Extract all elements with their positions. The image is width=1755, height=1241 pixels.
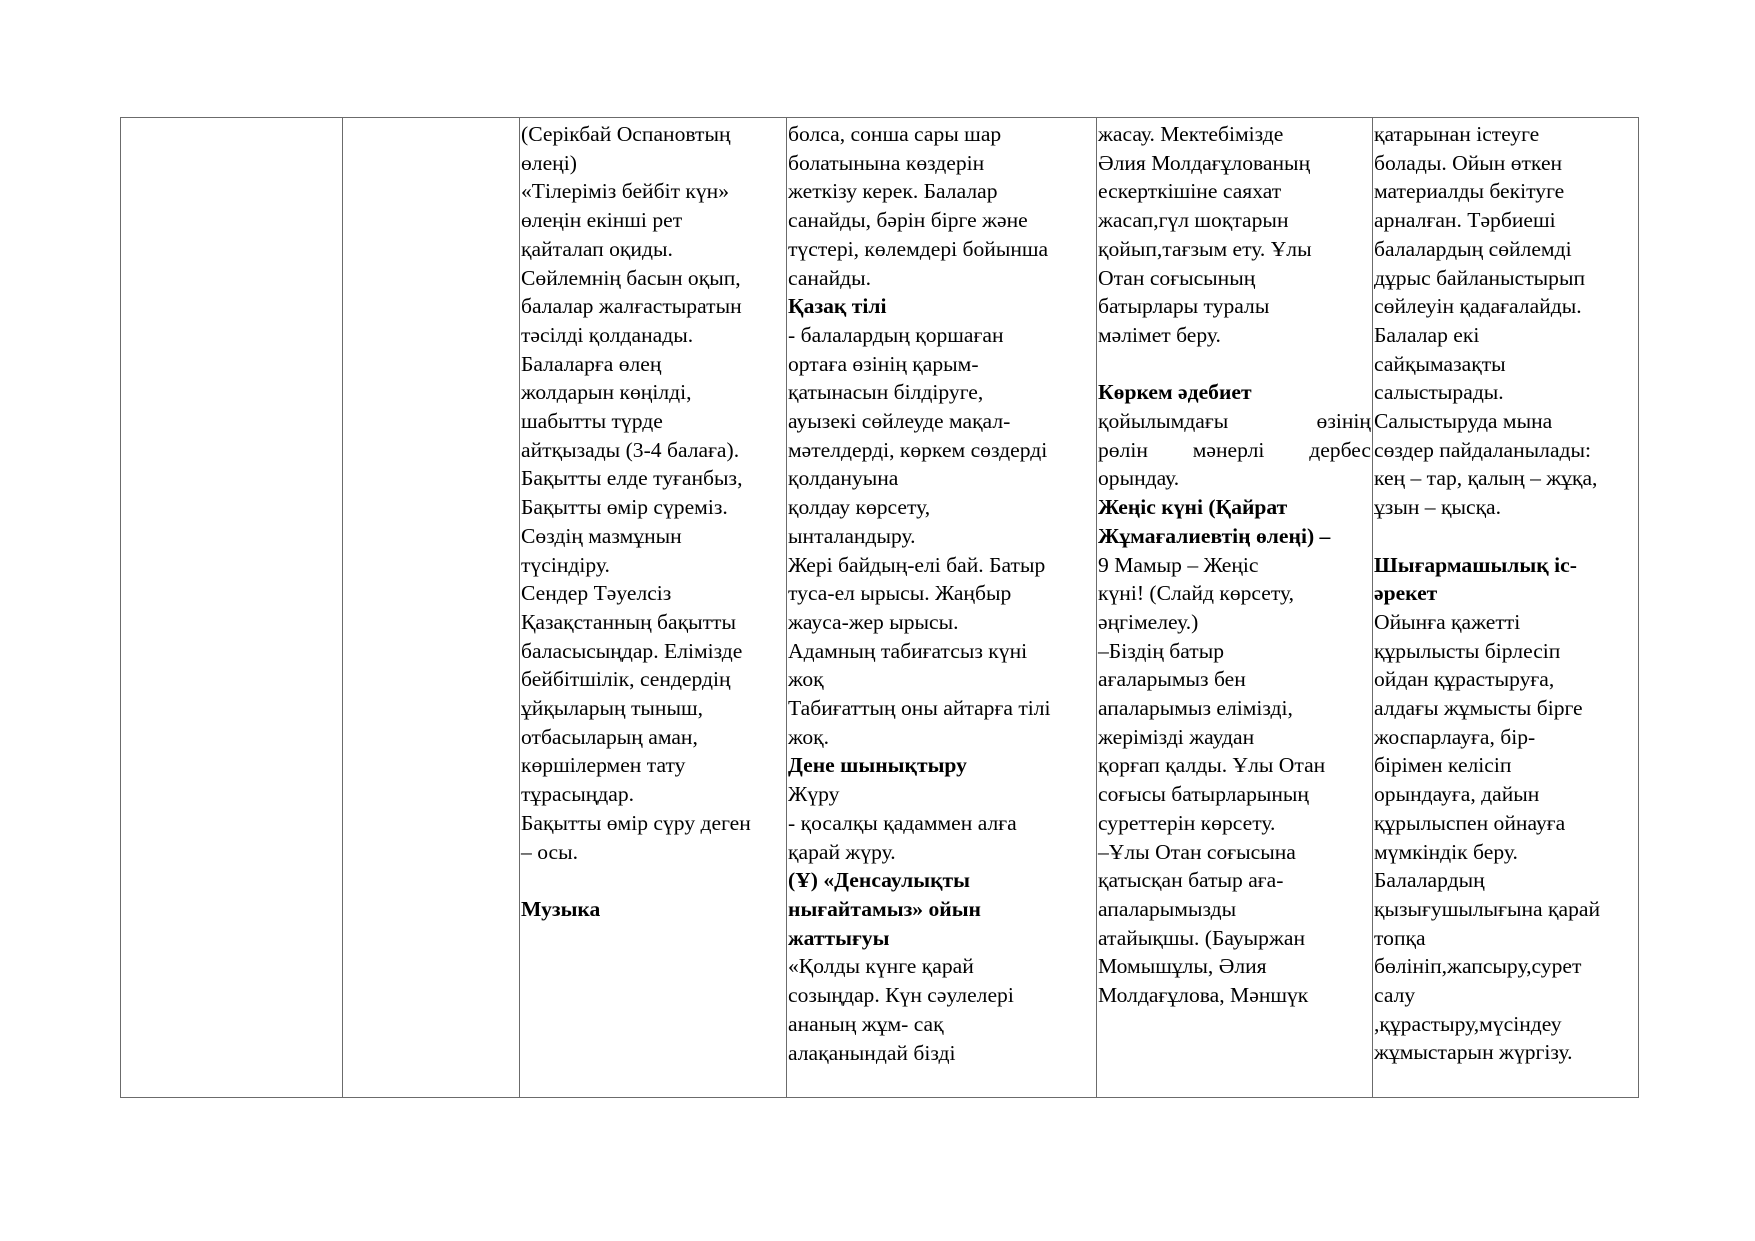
text-line: жасап,гүл шоқтарын bbox=[1098, 208, 1289, 233]
text-line: қайталап оқиды. bbox=[521, 236, 673, 261]
text-line: Балаларға өлең bbox=[521, 351, 662, 376]
section-heading: Көркем әдебиет bbox=[1098, 380, 1252, 405]
text-line: –Біздің батыр bbox=[1098, 638, 1225, 663]
section-heading: нығайтамыз» ойын bbox=[788, 896, 981, 921]
text-line: қойып,тағзым ету. Ұлы bbox=[1098, 236, 1312, 261]
text-line: ұзын – қысқа. bbox=[1374, 495, 1502, 520]
text-line: «Қолды күнге қарай bbox=[788, 954, 974, 979]
text-line: бөлініп,жапсыру,сурет bbox=[1374, 954, 1582, 979]
table-cell bbox=[520, 118, 787, 1098]
text-line: «Тілеріміз бейбіт күн» bbox=[521, 179, 730, 204]
text-line: шабытты түрде bbox=[521, 409, 663, 434]
text-line: –Ұлы Отан соғысына bbox=[1098, 839, 1296, 864]
text-line: суреттерін көрсету. bbox=[1098, 810, 1276, 835]
text-line: Жүру bbox=[788, 782, 840, 807]
text-line: балалар жалғастыратын bbox=[521, 294, 742, 319]
text-line: күні! (Слайд көрсету, bbox=[1098, 581, 1295, 606]
text-line: соғысы батырларының bbox=[1098, 782, 1309, 807]
text-line: жасау. Мектебімізде bbox=[1098, 122, 1284, 146]
text-line: жоқ bbox=[788, 667, 824, 692]
text-line: орындау. bbox=[1098, 466, 1180, 491]
text-line: құрылыспен ойнауға bbox=[1374, 810, 1566, 835]
text-line: - қосалқы қадаммен алға bbox=[788, 810, 1017, 835]
text-line: Адамның табиғатсыз күні bbox=[788, 638, 1028, 663]
text-line: қолдануына bbox=[788, 466, 899, 491]
blank-line bbox=[1374, 522, 1637, 551]
text-line: Молдағұлова, Мәншүк bbox=[1098, 983, 1309, 1008]
text-line: тұрасыңдар. bbox=[521, 782, 635, 807]
text-line: (Серікбай Оспановтың bbox=[521, 122, 731, 146]
text-line: Отан соғысының bbox=[1098, 265, 1256, 290]
text-line: құрылысты бірлесіп bbox=[1374, 638, 1561, 663]
text-line: ойдан құрастыруға, bbox=[1374, 667, 1555, 692]
table-row bbox=[121, 118, 1639, 1098]
text-line: Жері байдың-елі бай. Батыр bbox=[788, 552, 1046, 577]
text-line: болса, сонша сары шар bbox=[788, 122, 1002, 146]
text-line: Әлия Молдағұлованың bbox=[1098, 150, 1311, 175]
text-line: жеткізу керек. Балалар bbox=[788, 179, 998, 204]
text-line: ескерткішіне саяхат bbox=[1098, 179, 1282, 204]
text-line: - балалардың қоршаған bbox=[788, 322, 1004, 347]
text-line: батырлары туралы bbox=[1098, 294, 1270, 319]
text-line: Балалар екі bbox=[1374, 322, 1480, 347]
text-line: жауса-жер ырысы. bbox=[788, 609, 959, 634]
text-line: қатарынан істеуге bbox=[1374, 122, 1540, 146]
text-line: мәлімет беру. bbox=[1098, 322, 1221, 347]
table-cell bbox=[787, 118, 1097, 1098]
text-line: қарай жүру. bbox=[788, 839, 896, 864]
section-heading: Жеңіс күні (Қайрат bbox=[1098, 495, 1288, 520]
text-line: болады. Ойын өткен bbox=[1374, 150, 1563, 175]
table-cell bbox=[343, 118, 520, 1098]
text-line: арналған. Тәрбиеші bbox=[1374, 208, 1556, 233]
text-line: салыстырады. bbox=[1374, 380, 1504, 405]
text-line: жұмыстарын жүргізу. bbox=[1374, 1040, 1573, 1065]
text-line: кең – тар, қалың – жұқа, bbox=[1374, 466, 1598, 491]
text-line: жоспарлауға, бір- bbox=[1374, 724, 1536, 749]
section-heading: Дене шынықтыру bbox=[788, 753, 967, 778]
text-line: әңгімелеу.) bbox=[1098, 609, 1199, 634]
text-line: сөйлеуін қадағалайды. bbox=[1374, 294, 1582, 319]
table-cell bbox=[121, 118, 343, 1098]
text-line: санайды, бәрін бірге және bbox=[788, 208, 1028, 233]
text-line: созыңдар. Күн сәулелері bbox=[788, 983, 1014, 1008]
text-line: көршілермен тату bbox=[521, 753, 686, 778]
blank-line bbox=[521, 866, 785, 895]
text-line: қызығушылығына қарай bbox=[1374, 896, 1601, 921]
text-line: қатынасын білдіруге, bbox=[788, 380, 984, 405]
text-line: ,құрастыру,мүсіндеу bbox=[1374, 1011, 1562, 1036]
text-line: санайды. bbox=[788, 265, 872, 290]
text-line: сөздер пайдаланылады: bbox=[1374, 437, 1592, 462]
text-line: қолдау көрсету, bbox=[788, 495, 931, 520]
lesson-plan-table bbox=[120, 117, 1639, 1098]
text-line: қатысқан батыр аға- bbox=[1098, 868, 1284, 893]
text-line: болатынына көздерін bbox=[788, 150, 985, 175]
text-line: Сендер Тәуелсіз bbox=[521, 581, 672, 606]
text-line: түсіндіру. bbox=[521, 552, 610, 577]
text-line: Сөйлемнің басын оқып, bbox=[521, 265, 741, 290]
text-line: Бақытты елде туғанбыз, bbox=[521, 466, 743, 491]
text-line: салу bbox=[1374, 983, 1416, 1008]
text-line: ауызекі сөйлеуде мақал- bbox=[788, 409, 1011, 434]
text-line: алдағы жұмысты бірге bbox=[1374, 696, 1583, 721]
section-heading: Жұмағалиевтің өлеңі) – bbox=[1098, 523, 1331, 548]
text-line: Бақытты өмір сүреміз. bbox=[521, 495, 728, 520]
text-line: Табиғаттың оны айтарға тілі bbox=[788, 696, 1051, 721]
text-line: Балалардың bbox=[1374, 868, 1485, 893]
text-line: өлеңі) bbox=[521, 150, 577, 175]
text-line: қойылымдағы өзінің bbox=[1098, 409, 1371, 434]
text-line: Момышұлы, Әлия bbox=[1098, 954, 1267, 979]
text-line: топқа bbox=[1374, 925, 1426, 950]
text-line: апаларымыз елімізді, bbox=[1098, 696, 1293, 721]
section-heading: әрекет bbox=[1374, 581, 1438, 606]
text-line: жолдарын көңілді, bbox=[521, 380, 692, 405]
text-line: алақанындай бізді bbox=[788, 1040, 956, 1065]
text-line: дұрыс байланыстырып bbox=[1374, 265, 1586, 290]
text-line: – осы. bbox=[521, 839, 579, 864]
text-line: айтқызады (3-4 балаға). bbox=[521, 437, 740, 462]
section-heading: Қазақ тілі bbox=[788, 294, 887, 319]
text-line: бірімен келісіп bbox=[1374, 753, 1512, 778]
text-line: материалды бекітуге bbox=[1374, 179, 1565, 204]
text-line: 9 Мамыр – Жеңіс bbox=[1098, 552, 1259, 577]
text-line: мәтелдерді, көркем сөздерді bbox=[788, 437, 1048, 462]
text-line: өлеңін екінші рет bbox=[521, 208, 683, 233]
text-line: туса-ел ырысы. Жаңбыр bbox=[788, 581, 1012, 606]
text-line: Сөздің мазмұнын bbox=[521, 523, 682, 548]
text-line: орындауға, дайын bbox=[1374, 782, 1540, 807]
text-line: Бақытты өмір сүру деген bbox=[521, 810, 751, 835]
text-line: Қазақстанның бақытты bbox=[521, 609, 736, 634]
text-line: балалардың сөйлемді bbox=[1374, 236, 1572, 261]
text-line: ортаға өзінің қарым- bbox=[788, 351, 979, 376]
text-line: мүмкіндік беру. bbox=[1374, 839, 1518, 864]
text-line: ағаларымыз бен bbox=[1098, 667, 1246, 692]
text-line: рөлін мәнерлі дербес bbox=[1098, 437, 1371, 462]
text-line: ананың жұм- сақ bbox=[788, 1011, 944, 1036]
text-line: апаларымызды bbox=[1098, 896, 1237, 921]
section-heading: Музыка bbox=[521, 896, 601, 921]
text-line: баласысыңдар. Елімізде bbox=[521, 638, 743, 663]
blank-line bbox=[1098, 350, 1371, 379]
text-line: түстері, көлемдері бойынша bbox=[788, 236, 1049, 261]
text-line: ұйқыларың тыныш, bbox=[521, 696, 704, 721]
text-line: сайқымазақты bbox=[1374, 351, 1506, 376]
text-line: жоқ. bbox=[788, 724, 830, 749]
text-line: тәсілді қолданады. bbox=[521, 322, 694, 347]
text-line: жерімізді жаудан bbox=[1098, 724, 1255, 749]
section-heading: Шығармашылық іс- bbox=[1374, 552, 1577, 577]
text-line: ынталандыру. bbox=[788, 523, 916, 548]
table-cell bbox=[1373, 118, 1639, 1098]
text-line: Ойынға қажетті bbox=[1374, 609, 1521, 634]
section-heading: (Ұ) «Денсаулықты bbox=[788, 868, 971, 893]
text-line: Салыстыруда мына bbox=[1374, 409, 1553, 434]
text-line: қорғап қалды. Ұлы Отан bbox=[1098, 753, 1326, 778]
text-line: бейбітшілік, сендердің bbox=[521, 667, 731, 692]
table-cell bbox=[1097, 118, 1373, 1098]
text-line: атайықшы. (Бауыржан bbox=[1098, 925, 1306, 950]
text-line: отбасыларың аман, bbox=[521, 724, 698, 749]
section-heading: жаттығуы bbox=[788, 925, 890, 950]
